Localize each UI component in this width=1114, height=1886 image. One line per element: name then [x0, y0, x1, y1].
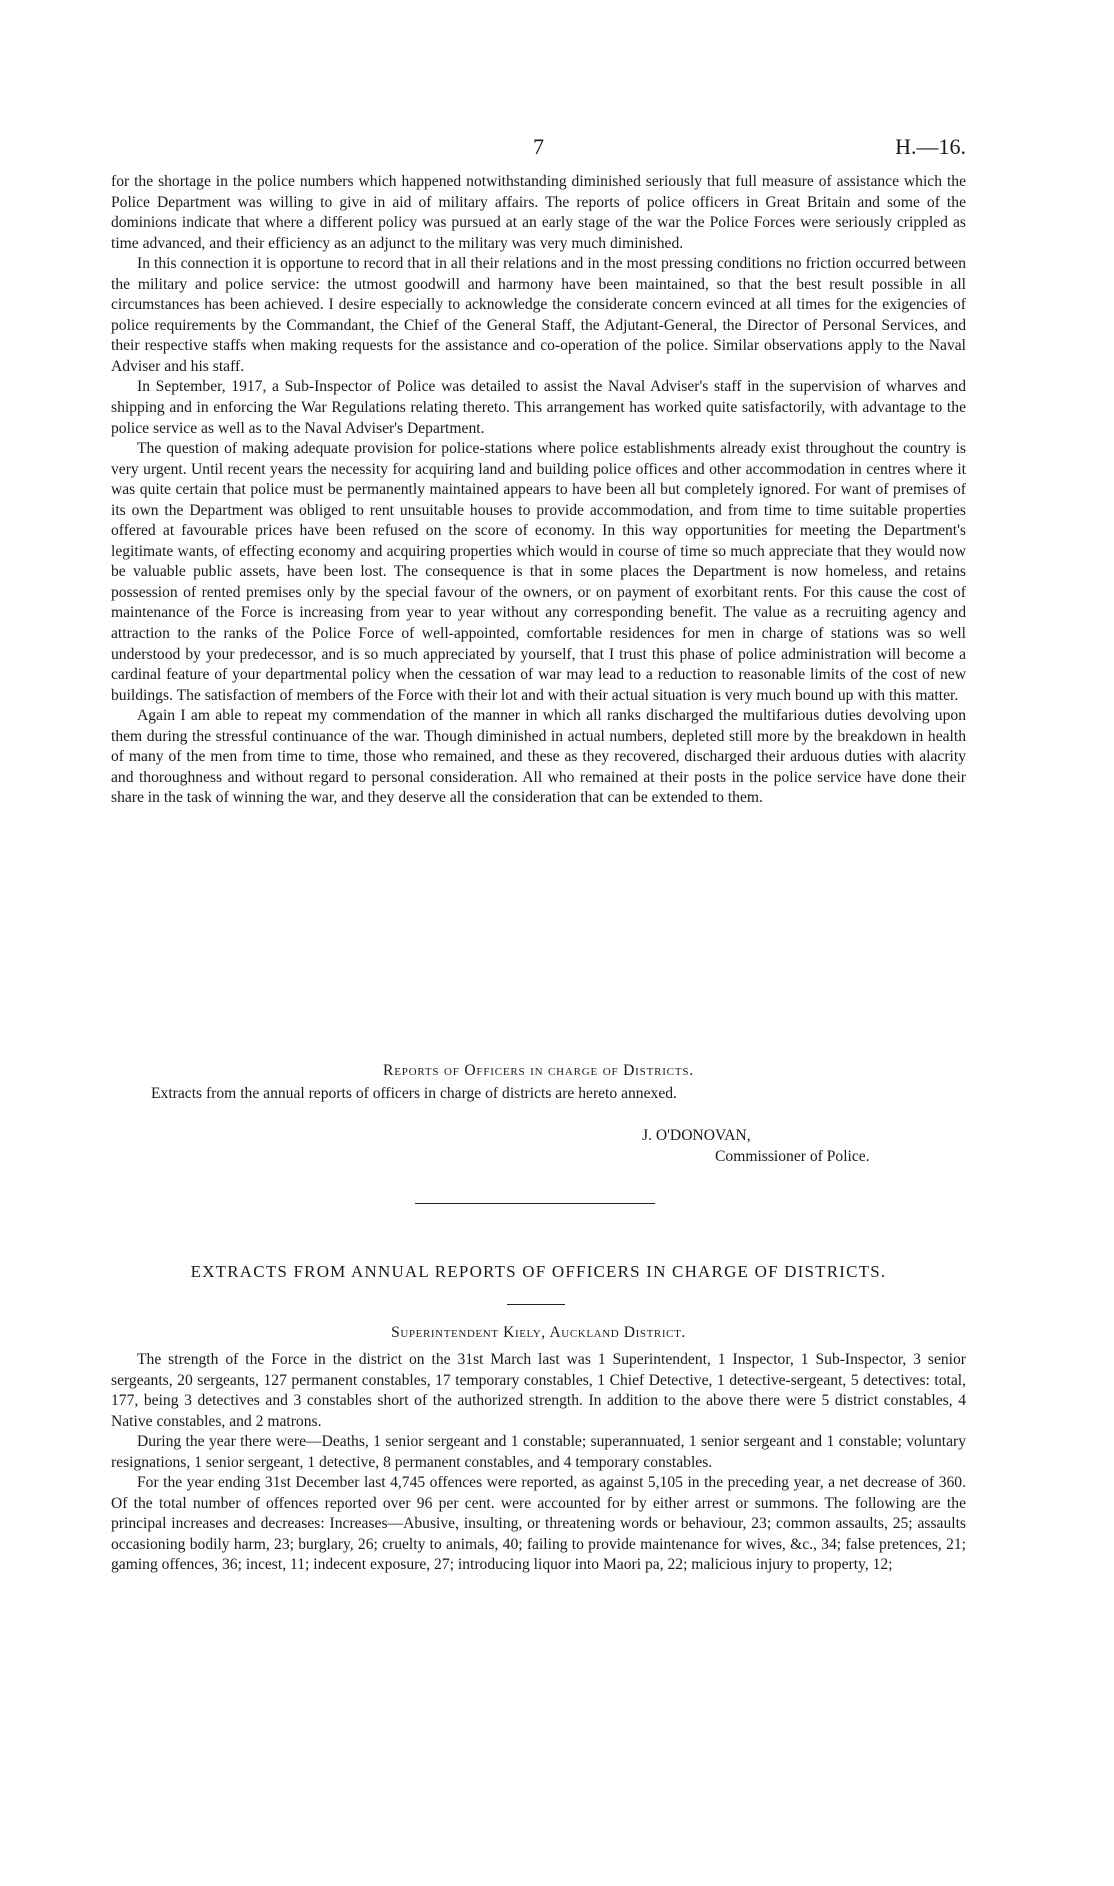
section-divider — [415, 1203, 655, 1204]
commissioner-report-text — [111, 172, 966, 809]
page-header — [111, 134, 966, 164]
paragraph: In September, 1917, a Sub-Inspector of Police was detailed to assist the Naval Adviser's staff in the supervision of wharves and shipping and in enforcing the War Regulations relating thereto. This arrangement has worked quite satisfactorily, with advantage to the police service as well as to the Naval Adviser's Department. — [111, 378, 966, 437]
signature-title: Commissioner of Police. — [715, 1148, 870, 1165]
auckland-district-text — [111, 1350, 966, 1576]
paragraph: In this connection it is opportune to record that in all their relations and in the most pressing conditions no friction occurred between the military and police service: the utmost goodwill and harmony have been maintained, so that the best result possible in all circumstances has been achieved. I desire especially to acknowledge the considerate concern evinced at all times for the exigencies of police requirements by the Commandant, the Chief of the General Staff, the Adjutant-General, the Director of Personal Services, and their respective staffs when making requests for the assistance and co-operation of the police. Similar observations apply to the Naval Adviser and his staff. — [111, 255, 966, 375]
extracts-note: Extracts from the annual reports of officers in charge of districts are hereto annexed. — [151, 1085, 677, 1102]
signature-name: J. O'DONOVAN, — [642, 1127, 751, 1144]
paragraph: For the year ending 31st December last 4,745 offences were reported, as against 5,105 in the preceding year, a net decrease of 360. Of the total number of offences reported over 96 per cent. were accounted for by either arrest or summons. The following are the principal increases and decreases: Increases—Abusive, insulting, or threatening words or behaviour, 23; common assaults, 25; assaults occasioning bodily harm, 23; burglary, 26; cruelty to animals, 40; failing to provide maintenance for wives, &c., 34; false pretences, 21; gaming offences, 36; incest, 11; indecent exposure, 27; introducing liquor into Maori pa, 22; malicious injury to property, 12; — [111, 1474, 966, 1574]
district-heading: Superintendent Kiely, Auckland District. — [391, 1324, 686, 1341]
paragraph: The question of making adequate provision for police-stations where police establishments already exist throughout the country is very urgent. Until recent years the necessity for acquiring land and building police offices and other accommodation in centres where it was quite certain that police must be permanently maintained appears to have been all but completely ignored. For want of premises of its own the Department was obliged to rent unsuitable houses to provide accommodation, and from time to time suitable properties offered at favourable prices have been refused on the score of economy. In this way opportunities for meeting the Department's legitimate wants, of effecting economy and acquiring properties which would in course of time so much appreciate that they would now be valuable public assets, have been lost. The consequence is that in some places the Department is now homeless, and retains possession of rented premises only by the special favour of the owners, or on payment of exorbitant rents. For this cause the cost of maintenance of the Force is increasing from year to year without any corresponding benefit. The value as a recruiting agency and attraction to the ranks of the Police Force of well-appointed, comfortable residences for men in charge of stations was so well understood by your predecessor, and is so much appreciated by yourself, that I trust this phase of police administration will become a cardinal feature of your departmental policy when the cessation of war may lead to a reduction to reasonable limits of the cost of new buildings. The satisfaction of members of the Force with their lot and with their actual situation is very much bound up with this matter. — [111, 440, 966, 704]
paragraph: for the shortage in the police numbers which happened notwithstanding diminished seriously that full measure of assistance which the Police Department was willing to give in aid of military affairs. The reports of police officers in Great Britain and some of the dominions indicate that where a different policy was pursued at an early stage of the war the Police Forces were seriously crippled as time advanced, and their efficiency as an adjunct to the military was very much diminished. — [111, 173, 966, 252]
extracts-heading: EXTRACTS FROM ANNUAL REPORTS OF OFFICERS IN CHARGE OF DISTRICTS. — [190, 1262, 887, 1281]
page-number: 7 — [533, 134, 544, 159]
paragraph: Again I am able to repeat my commendation of the manner in which all ranks discharged the multifarious duties devolving upon them during the stressful continuance of the war. Though diminished in actual numbers, depleted still more by the breakdown in health of many of the men from time to time, those who remained, and these as they recovered, discharged their arduous duties with alacrity and thoroughness and without regard to personal consideration. All who remained at their posts in the police service have done their share in the task of winning the war, and they deserve all the consideration that can be extended to them. — [111, 707, 966, 807]
document-code: H.—16. — [895, 134, 966, 159]
paragraph: The strength of the Force in the district on the 31st March last was 1 Superintendent, 1 Inspector, 1 Sub-Inspector, 3 senior sergeants, 20 sergeants, 127 permanent constables, 17 temporary constables, 1 Chief Detective, 1 detective-sergeant, 5 detectives: total, 177, being 3 detectives and 3 constables short of the authorized strength. In addition to the above there were 5 district constables, 4 Native constables, and 2 matrons. — [111, 1351, 966, 1430]
paragraph: During the year there were—Deaths, 1 senior sergeant and 1 constable; superannuated, 1 senior sergeant and 1 constable; voluntary resignations, 1 senior sergeant, 1 detective, 8 permanent constables, and 4 temporary constables. — [111, 1433, 966, 1471]
reports-heading: Reports of Officers in charge of Districts. — [383, 1062, 694, 1079]
heading-rule — [507, 1304, 565, 1305]
